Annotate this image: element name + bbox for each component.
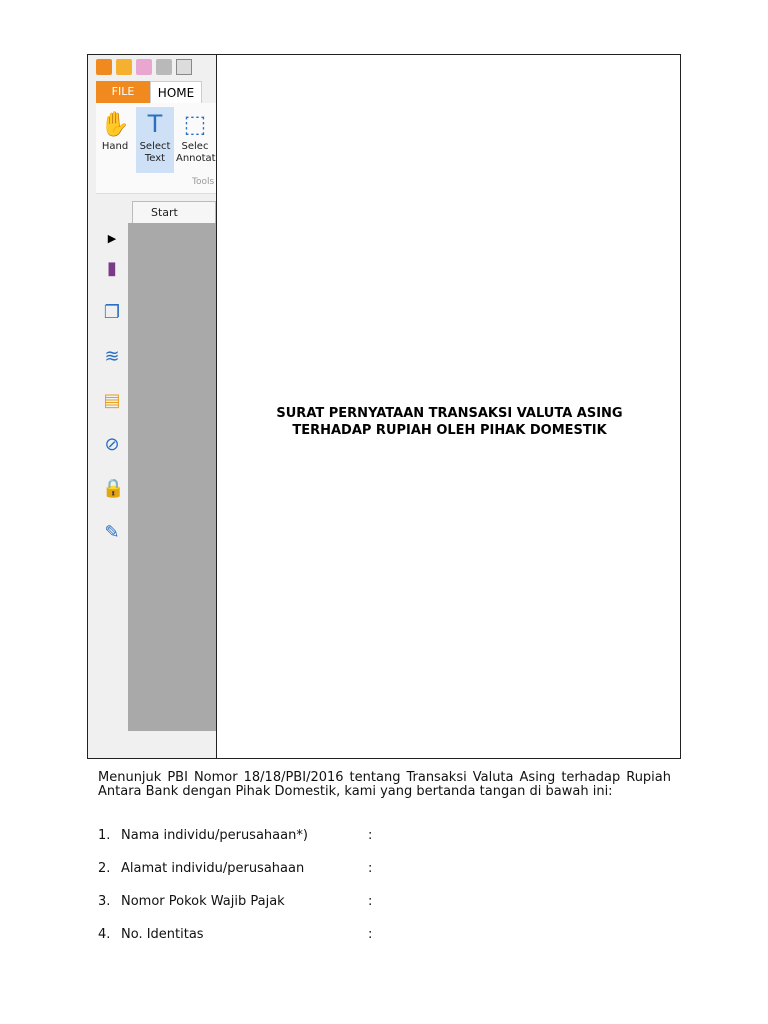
tab-home[interactable]: HOME [150,81,202,103]
pdf-logo-icon[interactable] [96,59,112,75]
layers-icon[interactable]: ≋ [104,346,120,367]
field-colon: : [368,894,373,909]
bookmark-icon[interactable]: ▮ [107,258,117,279]
select-text-button[interactable]: T Select Text [136,107,174,173]
document-properties-icon[interactable] [176,59,192,75]
field-number: 4. [98,927,111,942]
save-icon[interactable] [136,59,152,75]
select-annotation-button[interactable]: ⬚ Selec Annotat [176,107,214,173]
expand-arrow-icon[interactable]: ▶ [107,232,117,245]
field-label: Nama individu/perusahaan*) [121,828,308,843]
field-label: Nomor Pokok Wajib Pajak [121,894,285,909]
field-number: 2. [98,861,111,876]
attachment-icon[interactable]: ⊘ [104,434,120,455]
field-number: 3. [98,894,111,909]
form-field-identity [98,927,671,960]
print-icon[interactable] [156,59,172,75]
hand-icon: ✋ [100,110,130,138]
intro-paragraph: Menunjuk PBI Nomor 18/18/PBI/2016 tentang Transaksi Valuta Asing terhadap Rupiah Antara Bank dengan Pihak Domestik, kami yang bertanda tangan di bawah ini: [98,770,671,799]
pages-icon[interactable]: ❐ [103,302,121,323]
signature-icon[interactable]: ✎ [104,522,120,543]
field-colon: : [368,927,373,942]
title-line-1: SURAT PERNYATAAN TRANSAKSI VALUTA ASING [276,406,623,421]
ribbon-group-label: Tools [192,177,215,187]
tab-start[interactable]: Start [132,201,216,223]
form-field-address [98,861,671,894]
field-colon: : [368,828,373,843]
embedded-figure-frame [87,54,681,759]
title-line-2: TERHADAP RUPIAH OLEH PIHAK DOMESTIK [292,423,607,438]
field-number: 1. [98,828,111,843]
document-title [217,405,681,439]
ribbon-panel [96,103,216,194]
field-label: Alamat individu/perusahaan [121,861,305,876]
field-colon: : [368,861,373,876]
field-label: No. Identitas [121,927,204,942]
document-view-background [128,223,216,731]
quick-access-toolbar [96,59,192,77]
pdf-app-screenshot [88,55,216,759]
lock-icon[interactable]: 🔒 [102,478,125,499]
folder-open-icon[interactable] [116,59,132,75]
form-field-name [98,828,671,861]
form-fields-list [98,828,671,960]
tab-file[interactable]: FILE [96,81,150,103]
comments-icon[interactable]: ▤ [103,390,121,411]
hand-tool-button[interactable]: ✋ Hand [96,107,134,173]
ribbon-tabs [96,81,202,103]
select-annotation-icon: ⬚ [183,110,207,138]
form-field-npwp [98,894,671,927]
document-page [216,55,681,759]
navigation-sidebar [96,225,128,759]
text-cursor-icon: T [147,110,163,138]
